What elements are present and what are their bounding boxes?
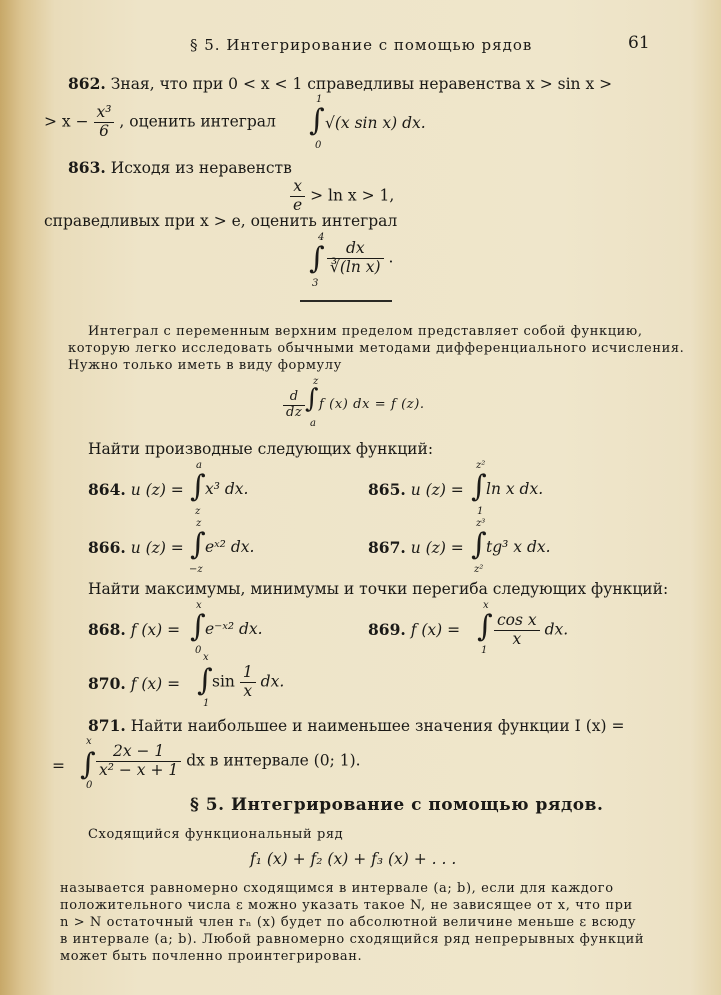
lhs: f (x) = xyxy=(410,621,461,639)
sin-label: sin xyxy=(212,672,235,691)
formula-body: f (x) dx = f (z). xyxy=(319,397,425,412)
intro-line1: Интеграл с переменным верхним пределом представляет собой функцию, xyxy=(88,324,643,339)
numerator: x xyxy=(290,178,305,197)
fraction xyxy=(240,664,256,701)
lhs: u (z) = xyxy=(130,539,184,557)
integrand-wrap xyxy=(96,743,361,780)
denominator: x xyxy=(243,681,253,700)
problem-text: Зная, что при 0 < x < 1 справедливы неравенства x > sin x > xyxy=(110,75,613,93)
integral-lower-limit: z² xyxy=(474,564,484,575)
denominator: e xyxy=(293,195,303,214)
problem-text: Найти наибольшее и наименьшее значения функции I (x) = xyxy=(130,717,625,735)
integrand: eˣ² dx. xyxy=(205,538,255,556)
integral-upper-limit: x xyxy=(483,600,489,611)
problem-866 xyxy=(88,538,184,557)
denominator: 6 xyxy=(99,121,109,140)
inequality-rest: > ln x > 1, xyxy=(310,186,395,205)
page-number: 61 xyxy=(628,33,650,53)
integral-upper-limit: x xyxy=(86,736,92,747)
problem-863-line3: справедливых при x > e, оценить интеграл xyxy=(44,212,398,230)
problem-867 xyxy=(368,538,464,557)
section-line1: Сходящийся функциональный ряд xyxy=(88,827,344,842)
problem-865 xyxy=(368,480,464,499)
fraction xyxy=(94,104,115,141)
integral-upper-limit: x xyxy=(196,600,202,611)
numerator: cos x xyxy=(494,612,540,631)
problem-862-line2 xyxy=(44,104,276,141)
integral-sign: ∫ xyxy=(471,527,487,562)
derivative-fraction-wrap xyxy=(283,390,305,421)
numerator: 2x − 1 xyxy=(96,743,181,762)
integral-upper-limit: z³ xyxy=(476,518,486,529)
problem-number: 864. xyxy=(88,480,126,499)
section-para-line1: называется равномерно сходящимся в интервале (a; b), если для каждого xyxy=(60,881,614,896)
numerator: x³ xyxy=(94,104,115,123)
integral-lower-limit: 1 xyxy=(477,506,484,517)
integral-fraction-wrap xyxy=(327,240,393,277)
integral-upper-limit: x xyxy=(203,652,209,663)
task-derivatives: Найти производные следующих функций: xyxy=(88,440,434,458)
problem-number: 870. xyxy=(88,674,126,693)
section-para-line4: в интервале (a; b). Любой равномерно сходящийся ряд непрерывных функций xyxy=(60,932,645,947)
integral-lower-limit: 1 xyxy=(481,645,488,656)
problem-871-line1 xyxy=(88,716,624,735)
lhs: u (z) = xyxy=(410,481,464,499)
integral-lower-limit: −z xyxy=(189,564,203,575)
integral-lower-limit: 1 xyxy=(203,698,210,709)
integral-sign: ∫ xyxy=(309,103,325,138)
integral-lower-limit: z xyxy=(195,506,201,517)
inequality xyxy=(290,178,394,215)
integrand: dx. xyxy=(544,620,569,639)
problem-869 xyxy=(368,620,460,639)
integral-sign: ∫ xyxy=(190,527,206,562)
problem-870 xyxy=(88,674,180,693)
integral-sign: ∫ xyxy=(477,609,493,644)
integral-sign: ∫ xyxy=(471,469,487,504)
running-header: § 5. Интегрирование с помощью рядов xyxy=(190,36,533,54)
denominator: ∛(ln x) xyxy=(330,257,381,276)
intro-line3: Нужно только иметь в виду формулу xyxy=(68,358,342,373)
integral-lower-limit: 0 xyxy=(315,140,322,151)
integral-sign: ∫ xyxy=(190,609,206,644)
integral-upper-limit: z xyxy=(313,376,319,387)
numerator: d xyxy=(283,390,305,406)
lhs: u (z) = xyxy=(410,539,464,557)
fraction xyxy=(290,178,305,215)
integrand-wrap xyxy=(212,664,284,701)
problem-number: 871. xyxy=(88,716,126,735)
integral-sign: ∫ xyxy=(309,241,325,276)
fraction xyxy=(494,612,540,649)
integral-sign: ∫ xyxy=(190,469,206,504)
eq-sign: = xyxy=(52,757,65,775)
integrand: dx. xyxy=(260,672,285,691)
task-extrema: Найти максимумы, минимумы и точки перегиба следующих функций: xyxy=(88,580,669,598)
problem-number: 867. xyxy=(368,538,406,557)
integrand: ln x dx. xyxy=(486,480,544,498)
integral-lower-limit: 3 xyxy=(312,278,319,289)
integral-upper-limit: z² xyxy=(476,460,486,471)
end-period: . xyxy=(388,248,394,267)
integral-upper-limit: 4 xyxy=(318,232,325,243)
fraction xyxy=(327,240,384,277)
lhs: f (x) = xyxy=(130,675,181,693)
section-title: § 5. Интегрирование с помощью рядов. xyxy=(190,795,604,815)
problem-text: dx в интервале (0; 1). xyxy=(186,751,361,770)
intro-line2: которую легко исследовать обычными методами дифференциального исчисления. xyxy=(68,341,685,356)
integral-upper-limit: 1 xyxy=(316,94,323,105)
problem-number: 865. xyxy=(368,480,406,499)
problem-number: 863. xyxy=(68,158,106,177)
integral-sign: ∫ xyxy=(80,747,96,782)
integral-lower-limit: 0 xyxy=(86,780,93,791)
problem-868 xyxy=(88,620,180,639)
problem-number: 868. xyxy=(88,620,126,639)
fraction xyxy=(96,743,181,780)
problem-862-line1 xyxy=(68,74,612,93)
expr-part: > x − xyxy=(44,112,89,131)
integral-lower-limit: 0 xyxy=(195,645,202,656)
integrand: e⁻ˣ² dx. xyxy=(205,620,263,638)
integrand: √(x sin x) dx. xyxy=(325,114,426,132)
integrand-wrap xyxy=(494,612,568,649)
integrand: tg³ x dx. xyxy=(486,538,551,556)
denominator: dz xyxy=(286,404,303,420)
section-para-line3: n > N остаточный член rₙ (x) будет по абсолютной величине меньше ε всюду xyxy=(60,915,637,930)
denominator: x² − x + 1 xyxy=(99,760,179,779)
problem-number: 869. xyxy=(368,620,406,639)
problem-863-line1 xyxy=(68,158,292,177)
series-formula: f₁ (x) + f₂ (x) + f₃ (x) + . . . xyxy=(250,850,457,868)
integral-sign: ∫ xyxy=(305,384,319,414)
problem-number: 866. xyxy=(88,538,126,557)
integral-sign: ∫ xyxy=(197,663,213,698)
integrand: x³ dx. xyxy=(205,480,249,498)
lhs: f (x) = xyxy=(130,621,181,639)
problem-text: Исходя из неравенств xyxy=(110,159,292,177)
problem-number: 862. xyxy=(68,74,106,93)
numerator: 1 xyxy=(240,664,256,683)
integral-upper-limit: a xyxy=(196,460,202,471)
problem-864 xyxy=(88,480,184,499)
expr-part: , оценить интеграл xyxy=(119,112,276,131)
lhs: u (z) = xyxy=(130,481,184,499)
separator-rule xyxy=(300,300,392,302)
numerator: dx xyxy=(327,240,384,259)
integral-lower-limit: a xyxy=(310,418,316,429)
fraction xyxy=(283,390,305,421)
section-para-line5: может быть почленно проинтегрирован. xyxy=(60,949,363,964)
denominator: x xyxy=(512,629,522,648)
integral-upper-limit: z xyxy=(196,518,202,529)
section-para-line2: положительного числа ε можно указать такое N, не зависящее от x, что при xyxy=(60,898,633,913)
